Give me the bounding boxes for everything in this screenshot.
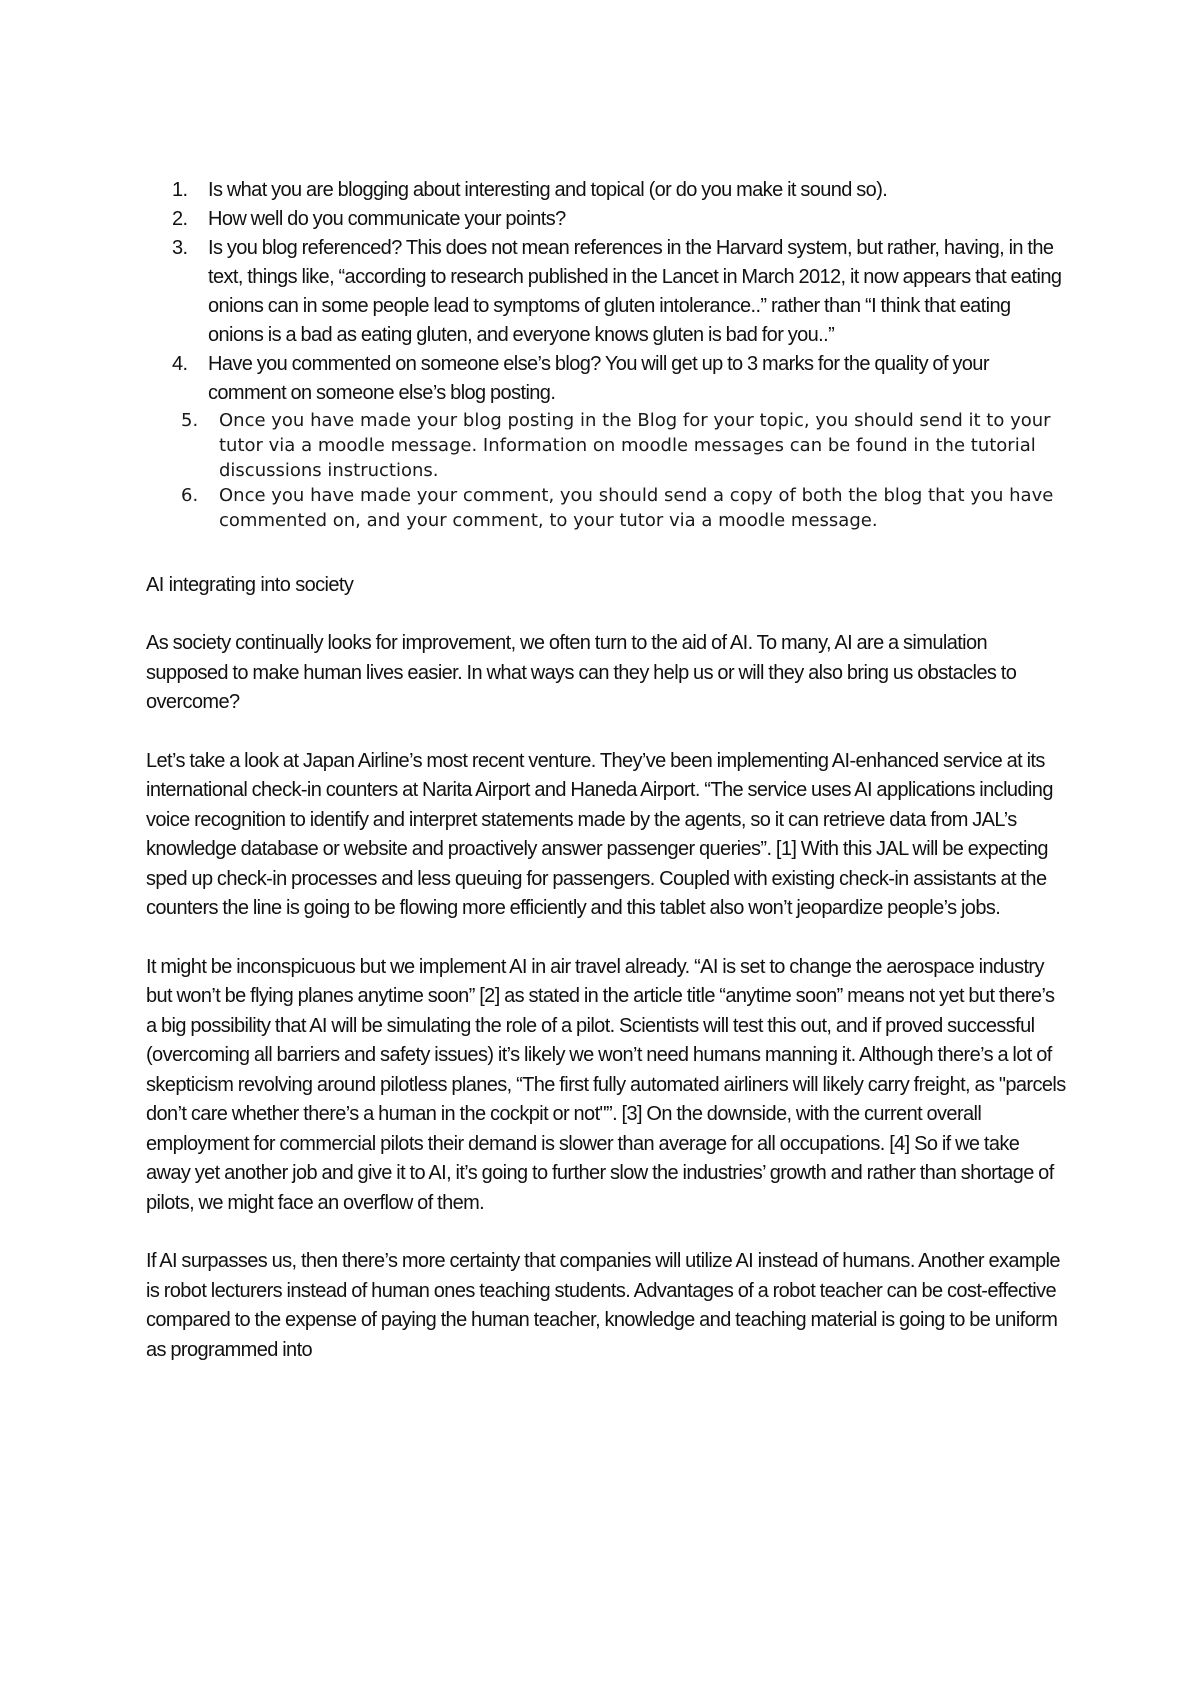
list-item-text: Once you have made your comment, you should send a copy of both the blog that you have commented on, and your comment, to your tutor via a moodle message. [219,485,1054,531]
list-item-number: 4. [172,353,188,375]
list-item [146,205,1066,234]
list-item-number: 2. [172,208,188,230]
list-item-text: Have you commented on someone else’s blog? You will get up to 3 marks for the quality of your comment on someone else’s blog posting. [208,353,989,404]
list-item-number: 6. [181,485,199,506]
list-item [146,483,1066,533]
list-item [146,234,1066,350]
document-page [146,176,1066,1365]
list-item [146,350,1066,408]
paragraph-jal: Let’s take a look at Japan Airline’s most recent venture. They’ve been implementing AI-enhanced service at its international check-in counters at Narita Airport and Haneda Airport. “The service uses AI applications including voice recognition to identify and interpret statements made by the agents, so it can retrieve data from JAL’s knowledge database or website and proactively answer passenger queries”. [1] With this JAL will be expecting sped up check-in processes and less queuing for passengers. Coupled with existing check-in assistants at the counters the line is going to be flowing more efficiently and this tablet also won’t jeopardize people’s jobs. [146,749,1053,919]
list-item [146,176,1066,205]
paragraph-intro: As society continually looks for improvement, we often turn to the aid of AI. To many, AI are a simulation supposed to make human lives easier. In what ways can they help us or will they also bring us obstacles to overcome? [146,632,1017,713]
list-item-text: Is what you are blogging about interesting and topical (or do you make it sound so). [208,179,888,201]
list-item-text: Once you have made your blog posting in the Blog for your topic, you should send it to your tutor via a moodle message. Information on moodle messages can be found in the tutorial discussions instructions. [219,410,1051,481]
list-item [146,408,1066,483]
list-item-number: 5. [181,410,199,431]
list-item-text: Is you blog referenced? This does not mean references in the Harvard system, but rather, having, in the text, things like, “according to research published in the Lancet in March 2012, it now appears that eating onions can in some people lead to symptoms of gluten intolerance..” rather than “I think that eating onions is a bad as eating gluten, and everyone knows gluten is bad for you..” [208,237,1062,346]
section-heading: AI integrating into society [146,574,354,596]
paragraph-air-travel: It might be inconspicuous but we implement AI in air travel already. “AI is set to change the aerospace industry but won’t be flying planes anytime soon” [2] as stated in the article title “anytime soon” means not yet but there’s a big possibility that AI will be simulating the role of a pilot. Scientists will test this out, and if proved successful (overcoming all barriers and safety issues) it’s likely we won’t need humans manning it. Although there’s a lot of skepticism revolving around pilotless planes, “The first fully automated airliners will likely carry freight, as "parcels don’t care whether there’s a human in the cockpit or not"”. [3] On the downside, with the current overall employment for commercial pilots their demand is slower than average for all occupations. [4] So if we take away yet another job and give it to AI, it’s going to further slow the industries’ growth and rather than shortage of pilots, we might face an overflow of them. [146,955,1066,1214]
submission-instructions-list [146,408,1066,533]
list-item-number: 1. [172,179,188,201]
blog-criteria-list [146,176,1066,408]
list-item-text: How well do you communicate your points? [208,208,566,230]
list-item-number: 3. [172,237,188,259]
paragraph-robot-lecturers: If AI surpasses us, then there’s more certainty that companies will utilize AI instead of humans. Another example is robot lecturers instead of human ones teaching students. Advantages of a robot teacher can be cost-effective compared to the expense of paying the human teacher, knowledge and teaching material is going to be uniform as programmed into [146,1250,1060,1361]
